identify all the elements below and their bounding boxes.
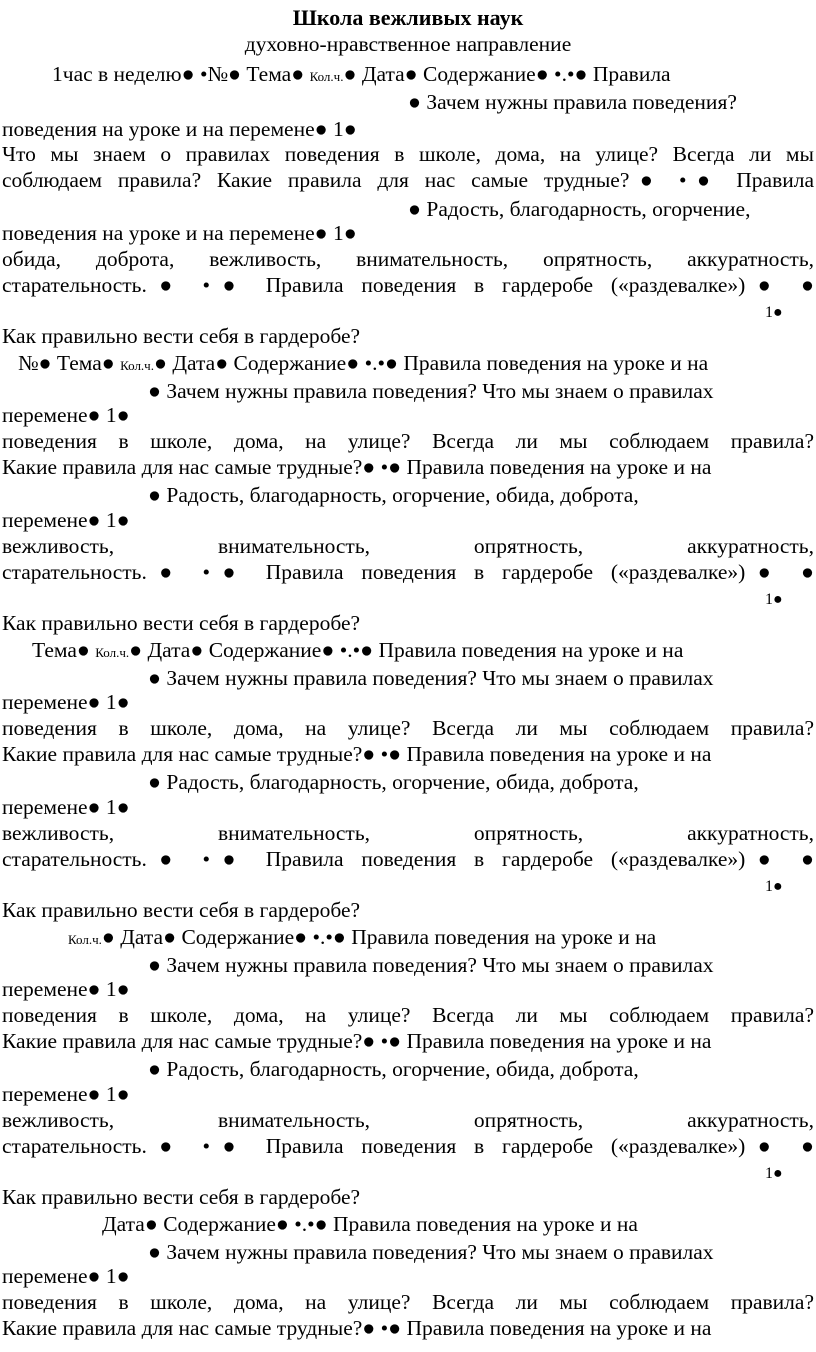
text-line xyxy=(765,297,814,324)
text-line xyxy=(148,1239,814,1266)
text-span: старательность.● •● Правила поведения в гардеробе («раздевалке»)● ● xyxy=(2,273,814,297)
text-line xyxy=(2,610,814,637)
text-span: перемене● 1● xyxy=(2,977,130,1001)
text-span: ● Зачем нужны правила поведения? Что мы знаем о правилах xyxy=(148,666,714,690)
text-line xyxy=(2,428,814,455)
text-line xyxy=(102,1211,814,1238)
text-span: Как правильно вести себя в гардеробе? xyxy=(2,611,361,635)
text-span: перемене● 1● xyxy=(2,690,130,714)
text-span: старательность.● •● Правила поведения в гардеробе («раздевалке»)● ● xyxy=(2,847,814,871)
text-span: Какие правила для нас самые трудные?● •● Правила поведения на уроке и на xyxy=(2,742,712,766)
text-span: 1● xyxy=(765,1165,783,1182)
text-line xyxy=(2,1315,814,1342)
text-span: перемене● 1● xyxy=(2,1082,130,1106)
text-span: поведения в школе, дома, на улице? Всегда ли мы соблюдаем правила? xyxy=(2,1003,814,1027)
text-span: Какие правила для нас самые трудные?● •● Правила поведения на уроке и на xyxy=(2,455,712,479)
text-line xyxy=(2,741,814,768)
text-line xyxy=(52,61,814,88)
text-span: ● Зачем нужны правила поведения? Что мы знаем о правилах xyxy=(148,379,714,403)
column-label-small: Кол.ч. xyxy=(95,645,130,660)
text-line xyxy=(2,1081,814,1108)
text-span: ● Зачем нужны правила поведения? Что мы знаем о правилах xyxy=(148,1240,714,1264)
text-line xyxy=(408,89,814,116)
text-span: ● Дата● Содержание● •.•● Правила поведения на уроке и на xyxy=(101,925,657,949)
text-line xyxy=(2,1133,814,1160)
text-line xyxy=(148,482,814,509)
text-line xyxy=(2,1107,814,1134)
text-line xyxy=(2,1289,814,1316)
text-line xyxy=(148,769,814,796)
text-span: поведения в школе, дома, на улице? Всегда ли мы соблюдаем правила? xyxy=(2,1290,814,1314)
text-line xyxy=(2,715,814,742)
text-line xyxy=(2,220,814,247)
text-span: ● Зачем нужны правила поведения? Что мы знаем о правилах xyxy=(148,953,714,977)
text-span: ● Дата● Содержание● •.•● Правила xyxy=(343,62,671,86)
text-span: перемене● 1● xyxy=(2,1264,130,1288)
text-line xyxy=(2,794,814,821)
text-span: 1час в неделю● •№● Тема● xyxy=(52,62,310,86)
text-line xyxy=(18,350,814,377)
text-span: вежливость, внимательность, опрятность, аккуратность, xyxy=(2,534,814,558)
text-span: ● Дата● Содержание● •.•● Правила поведения на уроке и на xyxy=(153,351,709,375)
text-line xyxy=(2,533,814,560)
document-title: Школа вежливых наук xyxy=(292,5,524,30)
text-span: Как правильно вести себя в гардеробе? xyxy=(2,324,361,348)
text-line xyxy=(2,402,814,429)
text-line xyxy=(2,897,814,924)
text-span: Какие правила для нас самые трудные?● •● Правила поведения на уроке и на xyxy=(2,1316,712,1340)
text-span: ● Радость, благодарность, огорчение, обида, доброта, xyxy=(148,770,639,794)
text-line xyxy=(408,196,814,223)
text-line xyxy=(2,116,814,143)
text-span: 1● xyxy=(765,591,783,608)
column-label-small: Кол.ч. xyxy=(309,69,344,84)
text-span: 1● xyxy=(765,878,783,895)
text-span: вежливость, внимательность, опрятность, аккуратность, xyxy=(2,821,814,845)
text-span: обида, доброта, вежливость, внимательность, опрятность, аккуратность, xyxy=(2,247,814,271)
document-subtitle: духовно-нравственное направление xyxy=(244,32,572,56)
column-label-small: Кол.ч. xyxy=(120,358,154,373)
text-span: Тема● xyxy=(32,638,96,662)
text-line xyxy=(2,1002,814,1029)
text-span: ● Радость, благодарность, огорчение, обида, доброта, xyxy=(148,1057,639,1081)
text-span: ● Дата● Содержание● •.•● Правила поведения на уроке и на xyxy=(129,638,684,662)
text-line xyxy=(148,952,814,979)
text-line xyxy=(2,167,814,194)
text-line xyxy=(765,584,814,611)
text-span: перемене● 1● xyxy=(2,508,130,532)
text-line xyxy=(2,820,814,847)
text-span: поведения в школе, дома, на улице? Всегда ли мы соблюдаем правила? xyxy=(2,716,814,740)
text-span: №● Тема● xyxy=(18,351,121,375)
text-line xyxy=(2,559,814,586)
text-line xyxy=(148,378,814,405)
text-span: старательность.● •● Правила поведения в гардеробе («раздевалке»)● ● xyxy=(2,560,814,584)
text-span: ● Радость, благодарность, огорчение, обида, доброта, xyxy=(148,483,639,507)
text-span: ● Зачем нужны правила поведения? xyxy=(408,90,737,114)
text-span: ● Радость, благодарность, огорчение, xyxy=(408,197,751,221)
text-span: Что мы знаем о правилах поведения в школе, дома, на улице? Всегда ли мы xyxy=(2,142,814,166)
text-span: 1● xyxy=(765,304,783,321)
text-line xyxy=(765,1158,814,1185)
text-line xyxy=(2,1184,814,1211)
text-line xyxy=(148,1056,814,1083)
text-span: перемене● 1● xyxy=(2,795,130,819)
text-line xyxy=(2,689,814,716)
text-line xyxy=(2,141,814,168)
text-line xyxy=(2,1263,814,1290)
text-line xyxy=(148,665,814,692)
text-line xyxy=(2,1028,814,1055)
text-span: Какие правила для нас самые трудные?● •● Правила поведения на уроке и на xyxy=(2,1029,712,1053)
text-span: соблюдаем правила? Какие правила для нас самые трудные?● •● Правила xyxy=(2,168,814,192)
text-span: поведения на уроке и на перемене● 1● xyxy=(2,117,357,141)
text-line xyxy=(2,454,814,481)
text-line xyxy=(765,871,814,898)
text-line xyxy=(2,976,814,1003)
text-line xyxy=(2,846,814,873)
text-line xyxy=(68,924,814,951)
text-line xyxy=(2,246,814,273)
column-label-small: Кол.ч. xyxy=(68,932,102,947)
text-span: Как правильно вести себя в гардеробе? xyxy=(2,898,361,922)
text-span: Как правильно вести себя в гардеробе? xyxy=(2,1185,361,1209)
text-span: вежливость, внимательность, опрятность, аккуратность, xyxy=(2,1108,814,1132)
text-span: Дата● Содержание● •.•● Правила поведения на уроке и на xyxy=(102,1212,638,1236)
text-line xyxy=(2,507,814,534)
text-line xyxy=(2,323,814,350)
text-span: поведения на уроке и на перемене● 1● xyxy=(2,221,357,245)
text-span: поведения в школе, дома, на улице? Всегда ли мы соблюдаем правила? xyxy=(2,429,814,453)
text-span: перемене● 1● xyxy=(2,403,130,427)
text-line xyxy=(32,637,814,664)
text-line xyxy=(2,272,814,299)
text-span: старательность.● •● Правила поведения в гардеробе («раздевалке»)● ● xyxy=(2,1134,814,1158)
